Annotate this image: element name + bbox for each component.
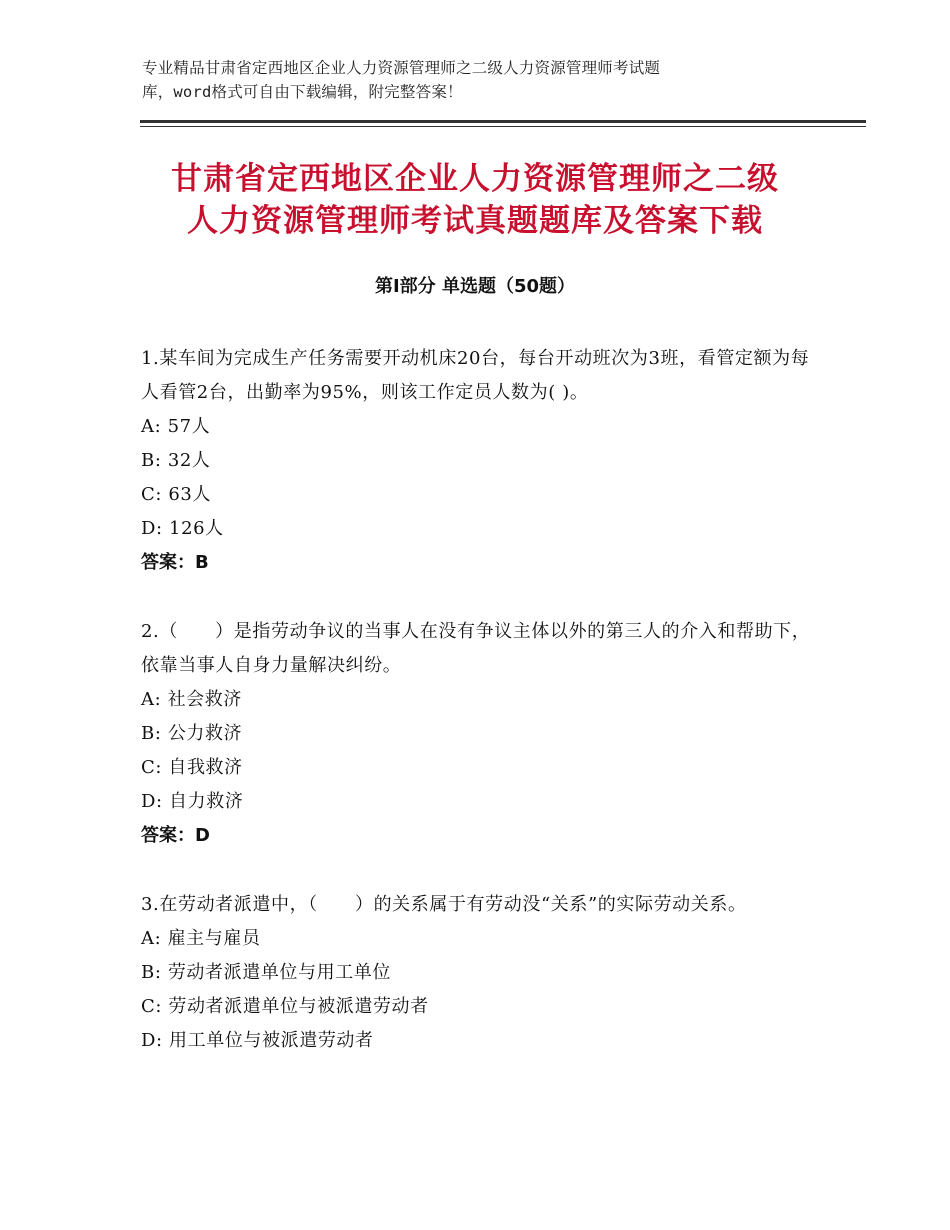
document-title (100, 158, 850, 242)
question-stem: 1.某车间为完成生产任务需要开动机床20台，每台开动班次为3班，看管定额为每人看管2台，出勤率为95%，则该工作定员人数为( )。 (141, 348, 810, 403)
option-a: A: 社会救济 (141, 689, 242, 710)
option-a: A: 雇主与雇员 (141, 928, 261, 949)
header-divider-thin (140, 126, 866, 127)
option-d: D: 用工单位与被派遣劳动者 (141, 1030, 374, 1051)
question-3 (141, 888, 821, 1058)
question-stem: 3.在劳动者派遣中，（ ）的关系属于有劳动没“关系”的实际劳动关系。 (141, 894, 747, 915)
question-1 (141, 342, 821, 580)
option-c: C: 63人 (141, 484, 212, 505)
option-d: D: 126人 (141, 518, 224, 539)
document-title-line-1: 甘肃省定西地区企业人力资源管理师之二级 (171, 161, 779, 197)
option-c: C: 劳动者派遣单位与被派遣劳动者 (141, 996, 429, 1017)
header-note (142, 56, 782, 104)
option-d: D: 自力救济 (141, 791, 244, 812)
header-note-line-1: 专业精品甘肃省定西地区企业人力资源管理师之二级人力资源管理师考试题 (142, 59, 661, 77)
document-title-line-2: 人力资源管理师考试真题题库及答案下载 (187, 203, 763, 239)
option-b: B: 劳动者派遣单位与用工单位 (141, 962, 392, 983)
question-2 (141, 615, 821, 853)
answer-label: 答案：D (141, 825, 210, 846)
answer-label: 答案：B (141, 552, 209, 573)
question-stem: 2.（ ）是指劳动争议的当事人在没有争议主体以外的第三人的介入和帮助下，依靠当事人自身力量解决纠纷。 (141, 621, 811, 676)
option-b: B: 32人 (141, 450, 211, 471)
header-divider-thick (140, 120, 866, 123)
header-note-line-2: 库，word格式可自由下载编辑，附完整答案！ (142, 83, 463, 101)
option-a: A: 57人 (141, 416, 211, 437)
option-b: B: 公力救济 (141, 723, 243, 744)
option-c: C: 自我救济 (141, 757, 243, 778)
section-title: 第Ⅰ部分 单选题（50题） (374, 276, 575, 297)
